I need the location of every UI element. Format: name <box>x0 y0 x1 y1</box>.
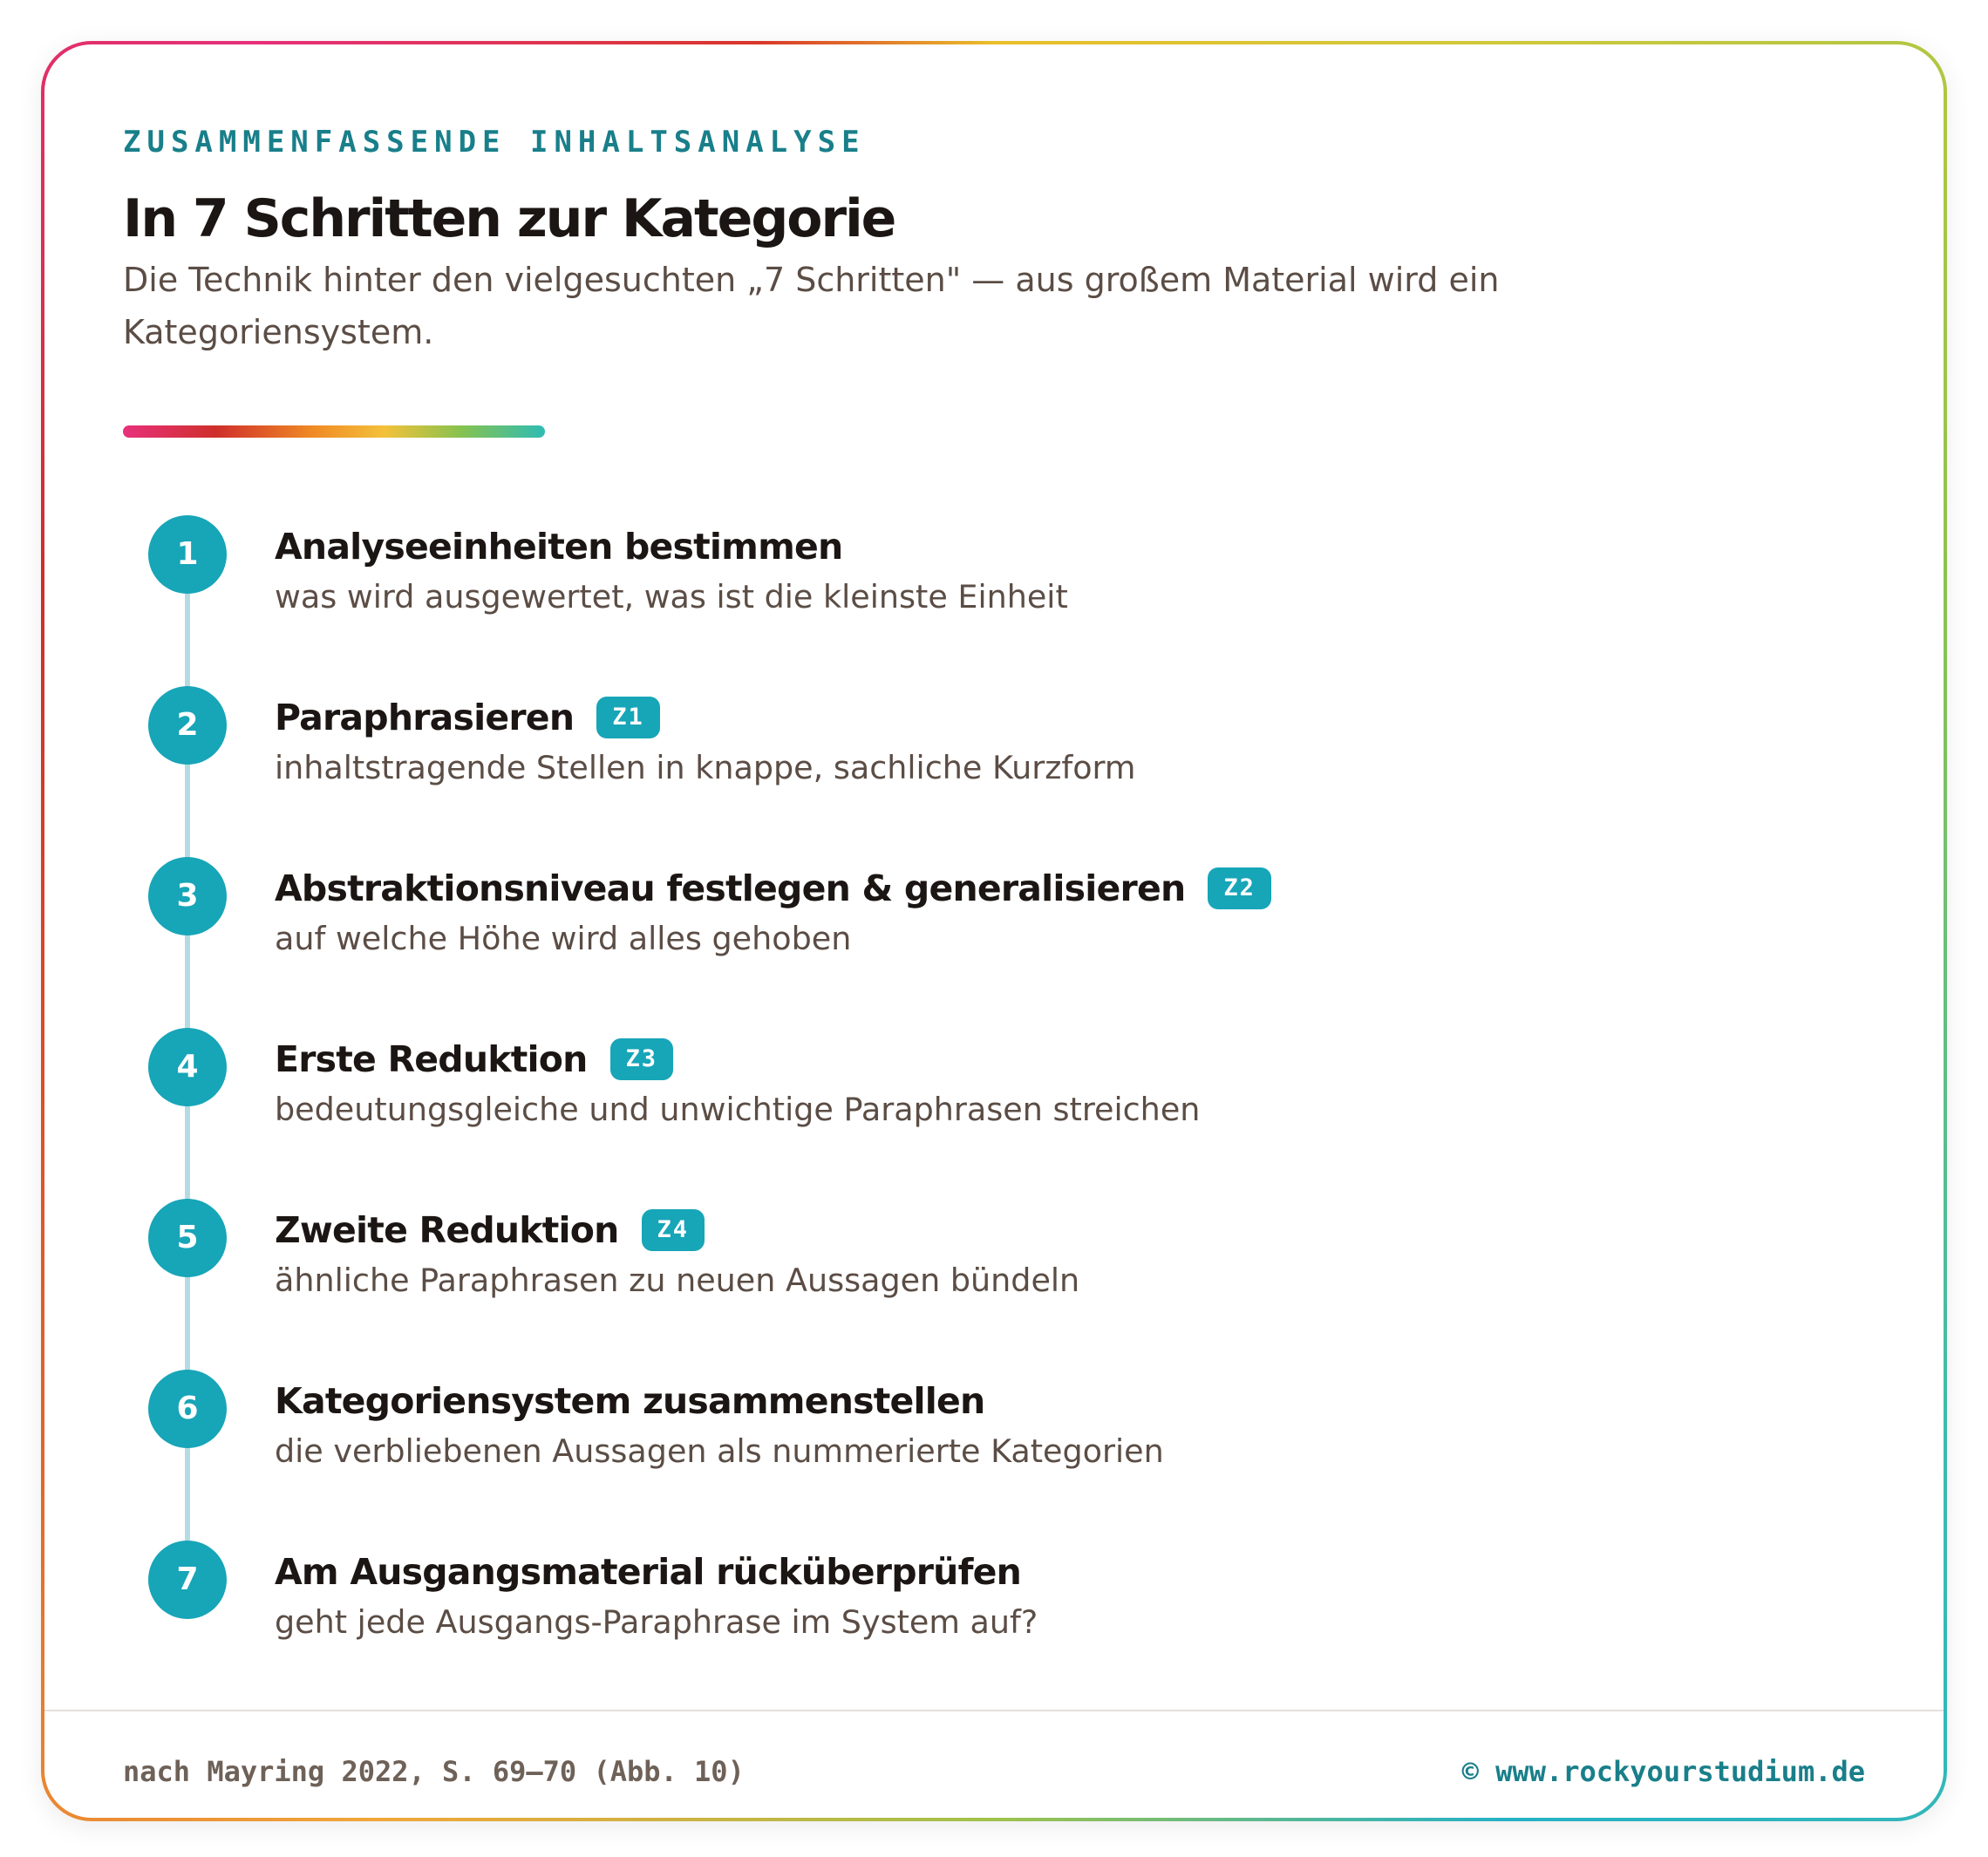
step-title: Analyseeinheiten bestimmen <box>275 526 843 568</box>
step-description: auf welche Höhe wird alles gehoben <box>275 920 852 957</box>
step-header <box>275 1377 984 1425</box>
step-5 <box>44 1199 1876 1338</box>
step-4 <box>44 1028 1876 1167</box>
step-number-badge: 2 <box>148 686 227 765</box>
step-tag: Z1 <box>596 697 660 738</box>
step-header <box>275 1206 705 1255</box>
step-number-badge: 3 <box>148 857 227 935</box>
step-description: die verbliebenen Aussagen als nummerierte Kategorien <box>275 1432 1164 1470</box>
card <box>44 44 1944 1818</box>
step-description: ähnliche Paraphrasen zu neuen Aussagen bündeln <box>275 1262 1080 1299</box>
step-number-badge: 1 <box>148 515 227 594</box>
step-title: Paraphrasieren <box>275 697 575 738</box>
step-2 <box>44 686 1876 826</box>
footer-source: nach Mayring 2022, S. 69–70 (Abb. 10) <box>123 1755 745 1788</box>
step-1 <box>44 515 1876 655</box>
step-6 <box>44 1370 1876 1509</box>
step-header <box>275 1548 1021 1596</box>
card-frame <box>41 41 1947 1821</box>
step-description: was wird ausgewertet, was ist die kleinste Einheit <box>275 578 1068 616</box>
step-title: Kategoriensystem zusammenstellen <box>275 1380 985 1422</box>
step-title: Abstraktionsniveau festlegen & generalisieren <box>275 867 1186 909</box>
eyebrow-label: ZUSAMMENFASSENDE INHALTSANALYSE <box>123 125 866 160</box>
step-header <box>275 693 660 742</box>
step-tag: Z4 <box>642 1209 705 1251</box>
step-description: geht jede Ausgangs-Paraphrase im System auf? <box>275 1603 1038 1641</box>
step-tag: Z2 <box>1208 867 1271 909</box>
rainbow-divider <box>123 425 545 438</box>
step-header <box>275 1035 673 1084</box>
page-subtitle: Die Technik hinter den vielgesuchten „7 Schritten" — aus großem Material wird ein Kategoriensystem. <box>123 261 1500 351</box>
footer-copyright-link[interactable]: © www.rockyourstudium.de <box>1461 1755 1865 1788</box>
step-tag: Z3 <box>610 1038 674 1080</box>
step-title: Am Ausgangsmaterial rücküberprüfen <box>275 1551 1022 1593</box>
step-7 <box>44 1541 1876 1680</box>
step-number-badge: 7 <box>148 1541 227 1619</box>
step-header <box>275 522 842 571</box>
page-title: In 7 Schritten zur Kategorie <box>123 188 895 249</box>
step-description: bedeutungsgleiche und unwichtige Paraphrasen streichen <box>275 1091 1201 1128</box>
step-header <box>275 864 1271 913</box>
step-number-badge: 5 <box>148 1199 227 1277</box>
footer-divider <box>44 1710 1944 1711</box>
step-3 <box>44 857 1876 997</box>
step-description: inhaltstragende Stellen in knappe, sachliche Kurzform <box>275 749 1136 786</box>
step-number-badge: 4 <box>148 1028 227 1106</box>
step-number-badge: 6 <box>148 1370 227 1448</box>
step-title: Zweite Reduktion <box>275 1209 619 1251</box>
step-title: Erste Reduktion <box>275 1038 588 1080</box>
